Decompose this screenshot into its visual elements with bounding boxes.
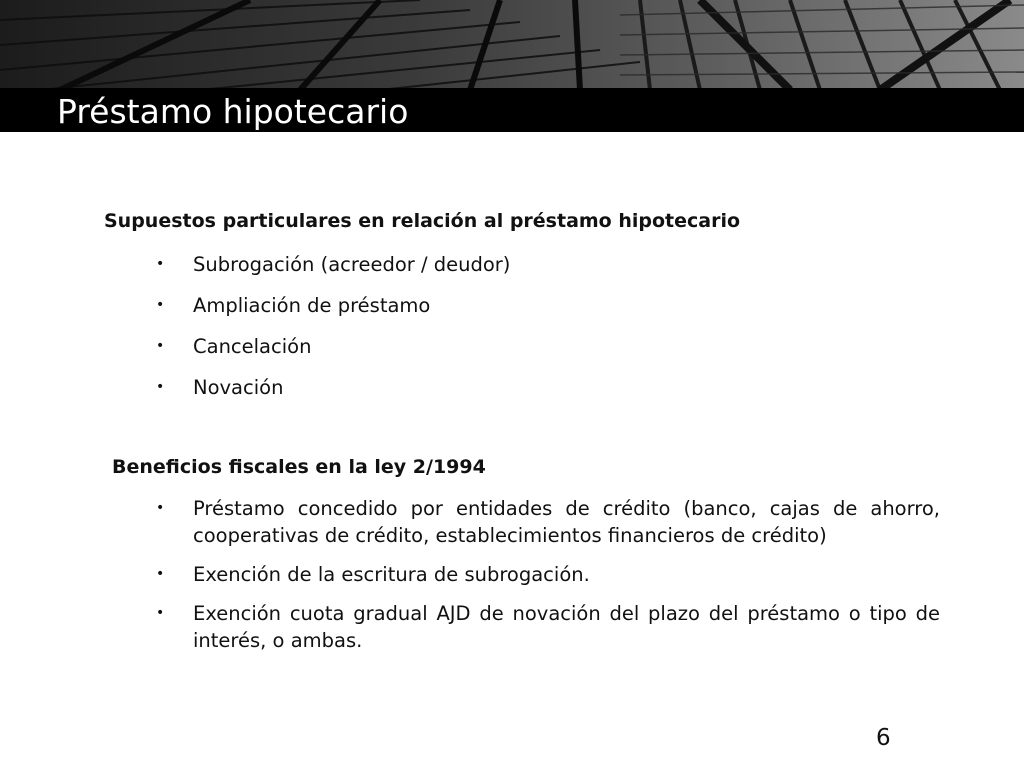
section-heading-supuestos: Supuestos particulares en relación al préstamo hipotecario: [104, 210, 741, 232]
list-item-text: Novación: [193, 376, 284, 399]
list-item: [150, 561, 940, 588]
list-item-text: Subrogación (acreedor / deudor): [193, 253, 511, 276]
bullet-icon: •: [156, 500, 165, 516]
list-item: [150, 374, 940, 401]
section-heading-beneficios: Beneficios fiscales en la ley 2/1994: [112, 456, 486, 478]
page-number: 6: [876, 725, 891, 751]
header-banner-image: [0, 0, 1024, 90]
list-item-text: Exención cuota gradual AJD de novación del plazo del préstamo o tipo de interés, o ambas.: [193, 602, 940, 652]
list-item-text: Exención de la escritura de subrogación.: [193, 563, 590, 586]
bullet-icon: •: [156, 338, 165, 354]
beneficios-list: [150, 495, 940, 666]
bullet-icon: •: [156, 605, 165, 621]
list-item: [150, 251, 940, 278]
list-item-text: Ampliación de préstamo: [193, 294, 431, 317]
list-item-text: Préstamo concedido por entidades de crédito (banco, cajas de ahorro, cooperativas de crédito, establecimientos financieros de crédito): [193, 497, 940, 547]
bullet-icon: •: [156, 256, 165, 272]
list-item: [150, 495, 940, 549]
building-facade-graphic: [0, 0, 1024, 90]
bullet-icon: •: [156, 379, 165, 395]
list-item-text: Cancelación: [193, 335, 312, 358]
bullet-icon: •: [156, 297, 165, 313]
slide-title: Préstamo hipotecario: [57, 92, 409, 131]
list-item: [150, 600, 940, 654]
list-item: [150, 333, 940, 360]
list-item: [150, 292, 940, 319]
bullet-icon: •: [156, 566, 165, 582]
supuestos-list: [150, 251, 940, 415]
